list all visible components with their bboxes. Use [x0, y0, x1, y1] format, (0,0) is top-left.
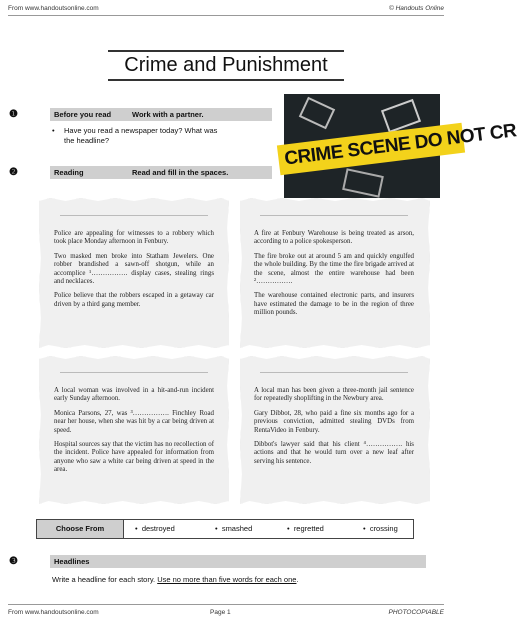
choose-from-label: Choose From — [37, 520, 124, 538]
before-you-read-bar — [50, 108, 272, 121]
section-3-number: ❸ — [9, 556, 18, 567]
header-rule — [8, 15, 444, 16]
option-label: regretted — [293, 524, 324, 533]
evidence-marker-shape — [299, 97, 335, 130]
story-2 — [254, 215, 414, 324]
evidence-marker-shape-3 — [342, 168, 384, 197]
footer-photocopiable: PHOTOCOPIABLE — [388, 609, 444, 616]
section-1-number: ❶ — [9, 109, 18, 120]
story-rule — [260, 372, 408, 373]
reading-label: Reading — [54, 168, 84, 177]
option-bullet: • — [215, 524, 218, 533]
header-copyright: © Handouts Online — [388, 5, 444, 12]
story-3 — [54, 372, 214, 481]
story-rule — [60, 372, 208, 373]
story-rule — [60, 215, 208, 216]
reading-bar — [50, 166, 272, 179]
header-source: From www.handoutsonline.com — [8, 5, 99, 12]
story-1-paragraph-2: Two masked men broke into Statham Jewelers. One robber brandished a sawn-off shotgun, while an accomplice ¹……………. display cases, stealing rings and necklaces. — [54, 252, 214, 286]
story-1-paragraph-3: Police believe that the robbers escaped in a getaway car driven by a third gang member. — [54, 292, 214, 308]
story-1 — [54, 215, 214, 315]
section-2-number: ❷ — [9, 167, 18, 178]
story-3-paragraph-1: A local woman was involved in a hit-and-run incident early Sunday afternoon. — [54, 387, 214, 403]
page-title: Crime and Punishment — [108, 50, 344, 81]
word-bank — [36, 519, 414, 539]
before-you-read-label: Before you read — [54, 110, 112, 119]
story-3-paragraph-3: Hospital sources say that the victim has no recollection of the incident. Police have appealed for information from anyone who saw a white car being driven at speed in the area. — [54, 441, 214, 474]
story-2-paragraph-2: The fire broke out at around 5 am and quickly engulfed the whole building. By the time the fire brigade arrived at the scene, almost the entire warehouse had been ²……………. — [254, 252, 414, 286]
option-bullet: • — [287, 524, 290, 533]
footer-source: From www.handoutsonline.com — [8, 609, 99, 616]
crime-scene-photo — [283, 94, 518, 198]
story-4-paragraph-2: Gary Dibbot, 28, who paid a fine six months ago for a previous conviction, admitted stealing DVDs from RentaVideo in Fenbury. — [254, 409, 414, 434]
question-bullet: • — [52, 126, 55, 135]
footer-page-number: Page 1 — [210, 609, 231, 616]
story-3-paragraph-2: Monica Parsons, 27, was ³……………. Finchley Road near her house, when she was hit by a car being driven at speed. — [54, 409, 214, 434]
option-regretted — [287, 520, 324, 538]
headlines-instruction-underlined: Use no more than five words for each one — [157, 575, 297, 584]
option-smashed — [215, 520, 252, 538]
story-2-paragraph-1: A fire at Fenbury Warehouse is being treated as arson, according to a police spokesperson. — [254, 230, 414, 246]
headlines-bar — [50, 555, 426, 568]
headlines-instruction-text: Write a headline for each story. — [52, 575, 158, 584]
reading-instruction: Read and fill in the spaces. — [132, 168, 229, 177]
option-label: smashed — [221, 524, 253, 533]
option-label: destroyed — [141, 524, 175, 533]
option-destroyed — [135, 520, 175, 538]
headlines-instruction — [52, 575, 299, 584]
headlines-instruction-end: . — [296, 575, 299, 584]
option-crossing — [363, 520, 398, 538]
story-rule — [260, 215, 408, 216]
before-you-read-instruction: Work with a partner. — [132, 110, 204, 119]
crime-scene-tape: CRIME SCENE DO NOT CR — [277, 123, 465, 175]
story-2-paragraph-3: The warehouse contained electronic parts, and insurers have estimated the damage to be in the region of three million pounds. — [254, 292, 414, 317]
option-bullet: • — [363, 524, 366, 533]
headlines-label: Headlines — [54, 557, 90, 566]
story-4 — [254, 372, 414, 472]
footer-rule — [8, 604, 444, 605]
option-bullet: • — [135, 524, 138, 533]
story-1-paragraph-1: Police are appealing for witnesses to a robbery which took place Monday afternoon in Fenbury. — [54, 230, 214, 246]
option-label: crossing — [369, 524, 398, 533]
question-line-1: Have you read a newspaper today? What was — [64, 126, 218, 135]
question-line-2: the headline? — [64, 136, 110, 145]
story-4-paragraph-1: A local man has been given a three-month jail sentence for repeatedly shoplifting in the Newbury area. — [254, 387, 414, 403]
story-4-paragraph-3: Dibbot's lawyer said that his client ⁴……………. his actions and that he would turn over a new leaf after serving his sentence. — [254, 441, 414, 465]
